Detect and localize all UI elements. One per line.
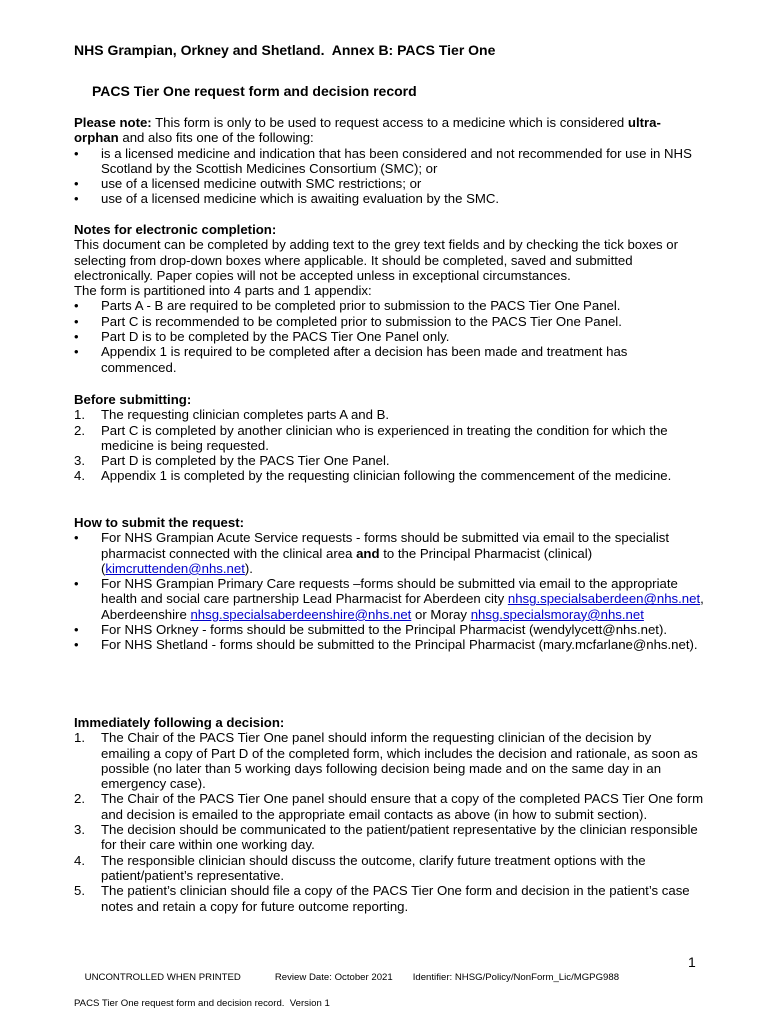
how-to-submit-section xyxy=(74,515,704,653)
list-item: 5. The patient’s clinician should file a copy of the PACS Tier One form and decision in the patient’s case notes and retain a copy for future outcome reporting. xyxy=(74,883,690,914)
electronic-completion-section xyxy=(74,222,704,375)
list-item: • Appendix 1 is required to be completed after a decision has been made and treatment has commenced. xyxy=(74,344,704,375)
list-item: • For NHS Grampian Primary Care requests –forms should be submitted via email to the appropriate health and social care partnership Lead Pharmacist for Aberdeen city nhsg.specialsaberdeen@nhs.net, Aberdeenshire nhsg.specialsaberdeenshire@nhs.net or Moray nhsg.specialsmoray@nhs.net xyxy=(74,576,704,622)
parts-list xyxy=(74,298,704,374)
document-header: NHS Grampian, Orkney and Shetland. Annex B: PACS Tier One xyxy=(74,42,496,58)
uncontrolled-label: UNCONTROLLED WHEN PRINTED xyxy=(84,972,241,983)
list-item: • use of a licensed medicine outwith SMC restrictions; or xyxy=(74,176,704,191)
email-link-aberdeen[interactable]: nhsg.specialsaberdeen@nhs.net xyxy=(507,591,701,607)
please-note-paragraph xyxy=(74,115,704,146)
following-decision-section xyxy=(74,715,704,914)
ultra-orphan-term: ultra-orphan xyxy=(74,115,661,146)
before-submitting-section xyxy=(74,392,704,484)
before-list xyxy=(74,407,704,483)
list-item: 1. The requesting clinician completes parts A and B. xyxy=(74,407,390,423)
section-heading: How to submit the request: xyxy=(74,515,244,530)
form-title: PACS Tier One request form and decision record xyxy=(92,83,417,99)
document-version: PACS Tier One request form and decision record. Version 1 xyxy=(74,998,330,1009)
page-footer xyxy=(74,958,694,1010)
list-item: • For NHS Grampian Acute Service requests - forms should be submitted via email to the specialist pharmacist connected with the clinical area and to the Principal Pharmacist (clinical) (kimcruttenden@nhs.net). xyxy=(74,530,704,576)
decision-list xyxy=(74,730,704,914)
list-item: 3. The decision should be communicated to the patient/patient representative by the clinician responsible for their care within one working day. xyxy=(74,822,698,853)
list-item: 3. Part D is completed by the PACS Tier One Panel. xyxy=(74,453,390,469)
section-heading: Notes for electronic completion: xyxy=(74,222,277,237)
please-note-label: Please note: xyxy=(74,115,152,130)
list-item: 4. The responsible clinician should discuss the outcome, clarify future treatment options with the patient/patient’s representative. xyxy=(74,852,646,883)
page-number: 1 xyxy=(688,954,696,970)
please-note-text-end: and also fits one of the following: xyxy=(118,130,314,146)
email-link-aberdeenshire[interactable]: nhsg.specialsaberdeenshire@nhs.net xyxy=(190,606,412,622)
list-item: • Parts A - B are required to be completed prior to submission to the PACS Tier One Panel. xyxy=(74,298,704,313)
list-item: 1. The Chair of the PACS Tier One panel should inform the requesting clinician of the decision by emailing a copy of Part D of the completed form, which includes the decision and rationale, as soon as possible (no later than 5 working days following decision being made and on the same day in an emergency case). xyxy=(74,730,698,792)
email-link-moray[interactable]: nhsg.specialsmoray@nhs.net xyxy=(470,606,644,622)
list-item: • Part D is to be completed by the PACS Tier One Panel only. xyxy=(74,329,704,344)
list-item: • use of a licensed medicine which is awaiting evaluation by the SMC. xyxy=(74,191,704,206)
list-item: • For NHS Shetland - forms should be submitted to the Principal Pharmacist (mary.mcfarlane@nhs.net). xyxy=(74,637,704,652)
please-note-section xyxy=(74,115,704,207)
electronic-paragraph: This document can be completed by adding text to the grey text fields and by checking the tick boxes or selecting from drop-down boxes where applicable. It should be completed, saved and submitted electronically. Paper copies will not be accepted unless in exceptional circumstances. xyxy=(74,237,679,283)
partition-intro: The form is partitioned into 4 parts and 1 appendix: xyxy=(74,283,372,299)
criteria-list xyxy=(74,146,704,207)
email-link-kimcruttenden[interactable]: kimcruttenden@nhs.net xyxy=(105,560,245,576)
section-heading: Immediately following a decision: xyxy=(74,715,285,730)
please-note-text: This form is only to be used to request access to a medicine which is considered xyxy=(151,115,628,130)
list-item: 2. Part C is completed by another clinician who is experienced in treating the condition for which the medicine is being requested. xyxy=(74,422,668,453)
list-item: 2. The Chair of the PACS Tier One panel should ensure that a copy of the completed PACS Tier One form and decision is emailed to the appropriate email contacts as above (in how to submit section). xyxy=(74,791,704,822)
section-heading: Before submitting: xyxy=(74,392,192,407)
list-item: • is a licensed medicine and indication that has been considered and not recommended for use in NHS Scotland by the Scottish Medicines Consortium (SMC); or xyxy=(74,146,704,177)
document-identifier: Identifier: NHSG/Policy/NonForm_Lic/MGPG988 xyxy=(412,972,620,983)
list-item: • Part C is recommended to be completed prior to submission to the PACS Tier One Panel. xyxy=(74,314,704,329)
list-item: • For NHS Orkney - forms should be submitted to the Principal Pharmacist (wendylycett@nhs.net). xyxy=(74,622,704,637)
review-date: Review Date: October 2021 xyxy=(274,972,393,983)
list-item: 4. Appendix 1 is completed by the requesting clinician following the commencement of the medicine. xyxy=(74,468,672,484)
submit-list xyxy=(74,530,704,652)
